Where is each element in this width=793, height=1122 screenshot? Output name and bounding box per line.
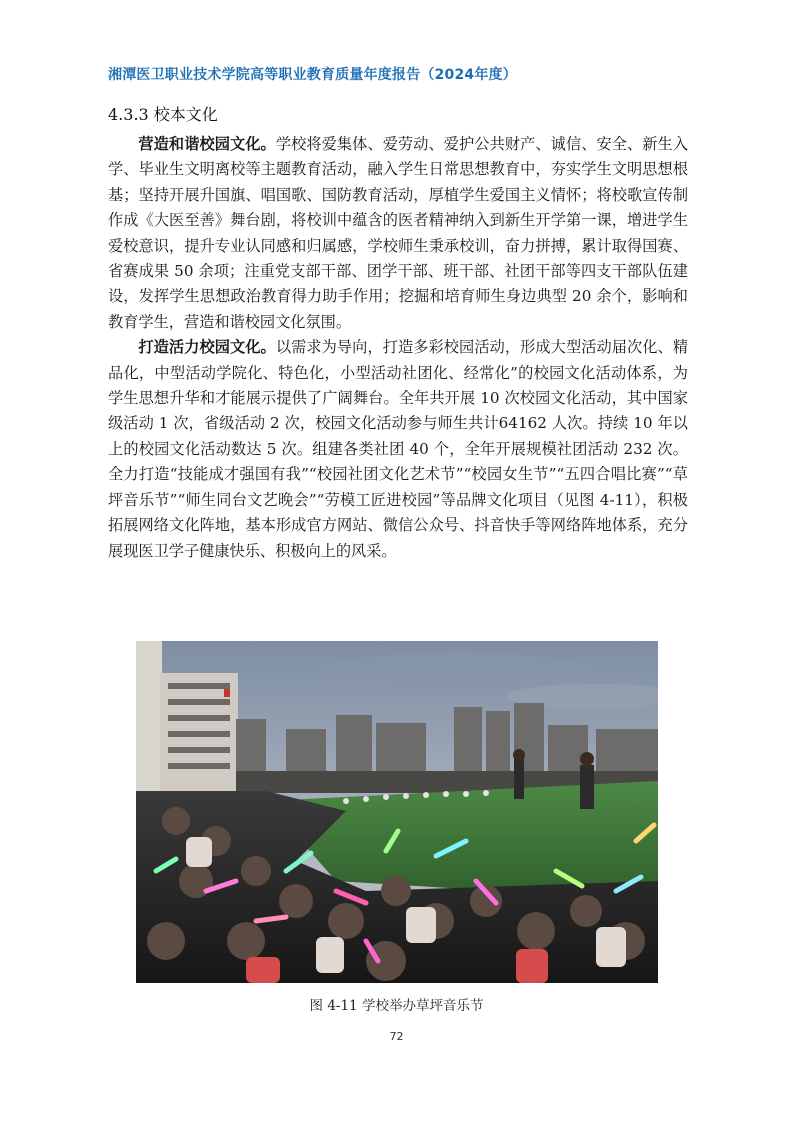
photo-illustration xyxy=(136,641,658,983)
running-header: 湘潭医卫职业技术学院高等职业教育质量年度报告（2024年度） xyxy=(108,67,517,83)
body-text xyxy=(108,132,688,564)
paragraph-lead: 打造活力校园文化。 xyxy=(138,338,276,357)
paragraph-body: 学校将爱集体、爱劳动、爱护公共财产、诚信、安全、新生入学、毕业生文明离校等主题教育活动，融入学生日常思想教育中，夯实学生文明思想根基；坚持开展升国旗、唱国歌、国防教育活动，厚植学生爱国主义情怀；将校歌宣传制作成《大医至善》舞台剧，将校训中蕴含的医者精神纳入到新生开学第一课，增进学生爱校意识，提升专业认同感和归属感，学校师生秉承校训，奋力拼搏，累计取得国赛、省赛成果 50 余项；注重党支部干部、团学干部、班干部、社团干部等四支干部队伍建设，发挥学生思想政治教育得力助手作用；挖掘和培育师生身边典型 20 余个，影响和教育学生，营造和谐校园文化氛围。 xyxy=(108,135,689,331)
paragraph-harmonious-culture xyxy=(108,132,688,335)
lawn-music-festival-photo xyxy=(136,641,658,983)
paragraph-vibrant-culture xyxy=(108,335,688,564)
section-heading: 4.3.3 校本文化 xyxy=(108,105,218,124)
paragraph-lead: 营造和谐校园文化。 xyxy=(138,135,276,153)
paragraph-body: 以需求为导向，打造多彩校园活动，形成大型活动届次化、精品化，中型活动学院化、特色化，小型活动社团化、经常化”的校园文化活动体系，为学生思想升华和才能展示提供了广阔舞台。全年共开展 10 次校园文化活动，其中国家级活动 1 次，省级活动 2 次，校园文化活动参与师生共计64162 人次。持续 10 年以上的校园文化活动数达 5 次。组建各类社团 40 个，全年开展规模社团活动 232 次。全力打造“技能成才强国有我”“校园社团文化艺术节”“校园女生节”“五四合唱比赛”“草坪音乐节”“师生同台文艺晚会”“劳模工匠进校园”等品牌文化项目（见图 4-11），积极拓展网络文化阵地，基本形成官方网站、微信公众号、抖音快手等网络阵地体系，充分展现医卫学子健康快乐、积极向上的风采。 xyxy=(108,338,689,560)
figure-caption: 图 4-11 学校举办草坪音乐节 xyxy=(309,998,484,1014)
page-number: 72 xyxy=(389,1030,404,1043)
